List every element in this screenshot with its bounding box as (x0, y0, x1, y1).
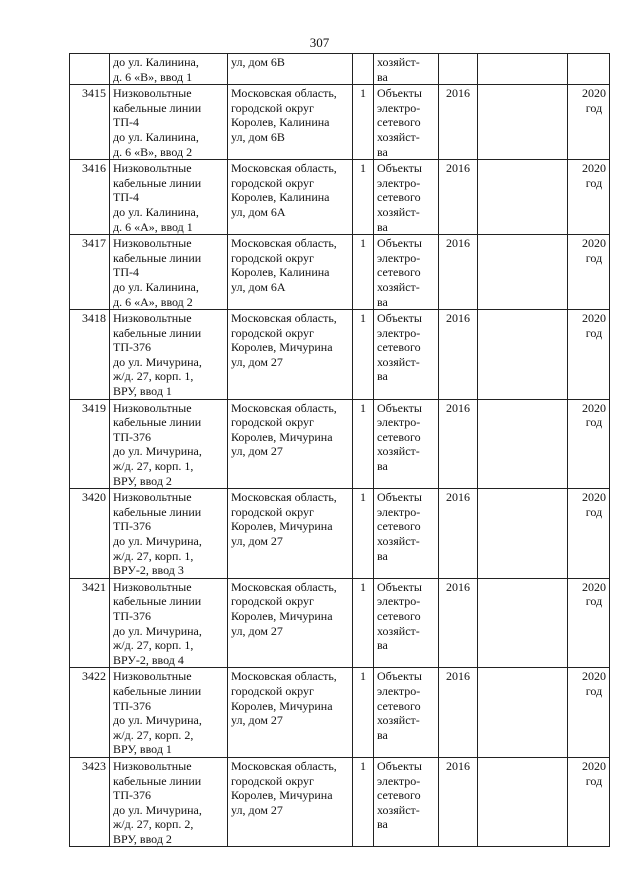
table-row (70, 489, 610, 579)
term-text: 2020 год (582, 490, 606, 519)
table-row (70, 160, 610, 235)
term-cell (568, 578, 610, 668)
register-table (69, 53, 610, 847)
category-cell: Объекты электро- сетевого хозяйст- ва (374, 489, 439, 579)
address-cell: Московская область, городской округ Королев, Мичурина ул, дом 27 (228, 757, 353, 847)
object-name-cell: Низковольтные кабельные линии ТП-376 до ул. Мичурина, ж/д. 27, корп. 1, ВРУ-2, ввод 4 (110, 578, 228, 668)
year-cell: 2016 (439, 489, 478, 579)
table-row (70, 310, 610, 400)
table-row (70, 668, 610, 758)
year-cell: 2016 (439, 160, 478, 235)
empty-cell (478, 85, 568, 160)
year-cell: 2016 (439, 399, 478, 489)
empty-cell (478, 489, 568, 579)
empty-cell (478, 235, 568, 310)
table-row (70, 757, 610, 847)
term-cell (568, 310, 610, 400)
empty-cell (478, 160, 568, 235)
term-text: 2020 год (582, 400, 606, 430)
term-cell (568, 160, 610, 235)
row-number-cell: 3423 (70, 757, 110, 847)
quantity-cell: 1 (353, 310, 374, 400)
term-text: 2020 год (582, 236, 606, 265)
table-row (70, 399, 610, 489)
address-cell: Московская область, городской округ Королев, Калинина ул, дом 6А (228, 235, 353, 310)
category-cell: Объекты электро- сетевого хозяйст- ва (374, 578, 439, 668)
object-name-cell: Низковольтные кабельные линии ТП-376 до ул. Мичурина, ж/д. 27, корп. 1, ВРУ, ввод 1 (110, 310, 228, 400)
category-cell: Объекты электро- сетевого хозяйст- ва (374, 757, 439, 847)
object-name-cell: до ул. Калинина, д. 6 «В», ввод 1 (110, 54, 228, 85)
row-number-cell (70, 54, 110, 85)
quantity-cell: 1 (353, 235, 374, 310)
term-cell (568, 399, 610, 489)
category-cell: Объекты электро- сетевого хозяйст- ва (374, 235, 439, 310)
term-text: 2020 год (582, 311, 606, 340)
term-text: 2020 год (582, 579, 606, 609)
row-number-cell: 3419 (70, 399, 110, 489)
category-cell: Объекты электро- сетевого хозяйст- ва (374, 668, 439, 758)
category-cell: Объекты электро- сетевого хозяйст- ва (374, 310, 439, 400)
table-body (70, 54, 610, 847)
row-number-cell: 3415 (70, 85, 110, 160)
term-cell (568, 85, 610, 160)
object-name-cell: Низковольтные кабельные линии ТП-376 до ул. Мичурина, ж/д. 27, корп. 2, ВРУ, ввод 2 (110, 757, 228, 847)
address-cell: Московская область, городской округ Королев, Мичурина ул, дом 27 (228, 399, 353, 489)
table-row (70, 235, 610, 310)
object-name-cell: Низковольтные кабельные линии ТП-4 до ул. Калинина, д. 6 «В», ввод 2 (110, 85, 228, 160)
row-number-cell: 3420 (70, 489, 110, 579)
address-cell: Московская область, городской округ Королев, Мичурина ул, дом 27 (228, 489, 353, 579)
term-cell (568, 757, 610, 847)
quantity-cell: 1 (353, 85, 374, 160)
empty-cell (478, 310, 568, 400)
quantity-cell: 1 (353, 160, 374, 235)
object-name-cell: Низковольтные кабельные линии ТП-376 до ул. Мичурина, ж/д. 27, корп. 1, ВРУ-2, ввод 3 (110, 489, 228, 579)
term-cell (568, 54, 610, 85)
object-name-cell: Низковольтные кабельные линии ТП-4 до ул. Калинина, д. 6 «А», ввод 1 (110, 160, 228, 235)
empty-cell (478, 54, 568, 85)
year-cell: 2016 (439, 310, 478, 400)
address-cell: Московская область, городской округ Королев, Мичурина ул, дом 27 (228, 668, 353, 758)
address-cell: Московская область, городской округ Королев, Мичурина ул, дом 27 (228, 310, 353, 400)
object-name-cell: Низковольтные кабельные линии ТП-376 до ул. Мичурина, ж/д. 27, корп. 2, ВРУ, ввод 1 (110, 668, 228, 758)
category-cell: Объекты электро- сетевого хозяйст- ва (374, 160, 439, 235)
quantity-cell: 1 (353, 668, 374, 758)
empty-cell (478, 757, 568, 847)
term-text: 2020 год (582, 86, 606, 115)
year-cell: 2016 (439, 757, 478, 847)
empty-cell (478, 668, 568, 758)
table-row (70, 54, 610, 85)
page-number: 307 (309, 35, 330, 50)
term-cell (568, 489, 610, 579)
object-name-cell: Низковольтные кабельные линии ТП-376 до ул. Мичурина, ж/д. 27, корп. 1, ВРУ, ввод 2 (110, 399, 228, 489)
table-row (70, 578, 610, 668)
term-cell (568, 668, 610, 758)
term-text: 2020 год (582, 758, 606, 788)
object-name-cell: Низковольтные кабельные линии ТП-4 до ул. Калинина, д. 6 «А», ввод 2 (110, 235, 228, 310)
empty-cell (478, 399, 568, 489)
year-cell (439, 54, 478, 85)
row-number-cell: 3416 (70, 160, 110, 235)
year-cell: 2016 (439, 578, 478, 668)
year-cell: 2016 (439, 235, 478, 310)
term-text: 2020 год (582, 669, 606, 698)
quantity-cell (353, 54, 374, 85)
row-number-cell: 3422 (70, 668, 110, 758)
quantity-cell: 1 (353, 489, 374, 579)
address-cell: ул, дом 6В (228, 54, 353, 85)
category-cell: Объекты электро- сетевого хозяйст- ва (374, 85, 439, 160)
category-cell: Объекты электро- сетевого хозяйст- ва (374, 399, 439, 489)
table-row (70, 85, 610, 160)
quantity-cell: 1 (353, 578, 374, 668)
row-number-cell: 3421 (70, 578, 110, 668)
year-cell: 2016 (439, 85, 478, 160)
address-cell: Московская область, городской округ Королев, Калинина ул, дом 6А (228, 160, 353, 235)
row-number-cell: 3418 (70, 310, 110, 400)
row-number-cell: 3417 (70, 235, 110, 310)
category-cell: хозяйст- ва (374, 54, 439, 85)
address-cell: Московская область, городской округ Королев, Калинина ул, дом 6В (228, 85, 353, 160)
year-cell: 2016 (439, 668, 478, 758)
term-text: 2020 год (582, 161, 606, 190)
term-cell (568, 235, 610, 310)
quantity-cell: 1 (353, 399, 374, 489)
quantity-cell: 1 (353, 757, 374, 847)
empty-cell (478, 578, 568, 668)
address-cell: Московская область, городской округ Королев, Мичурина ул, дом 27 (228, 578, 353, 668)
